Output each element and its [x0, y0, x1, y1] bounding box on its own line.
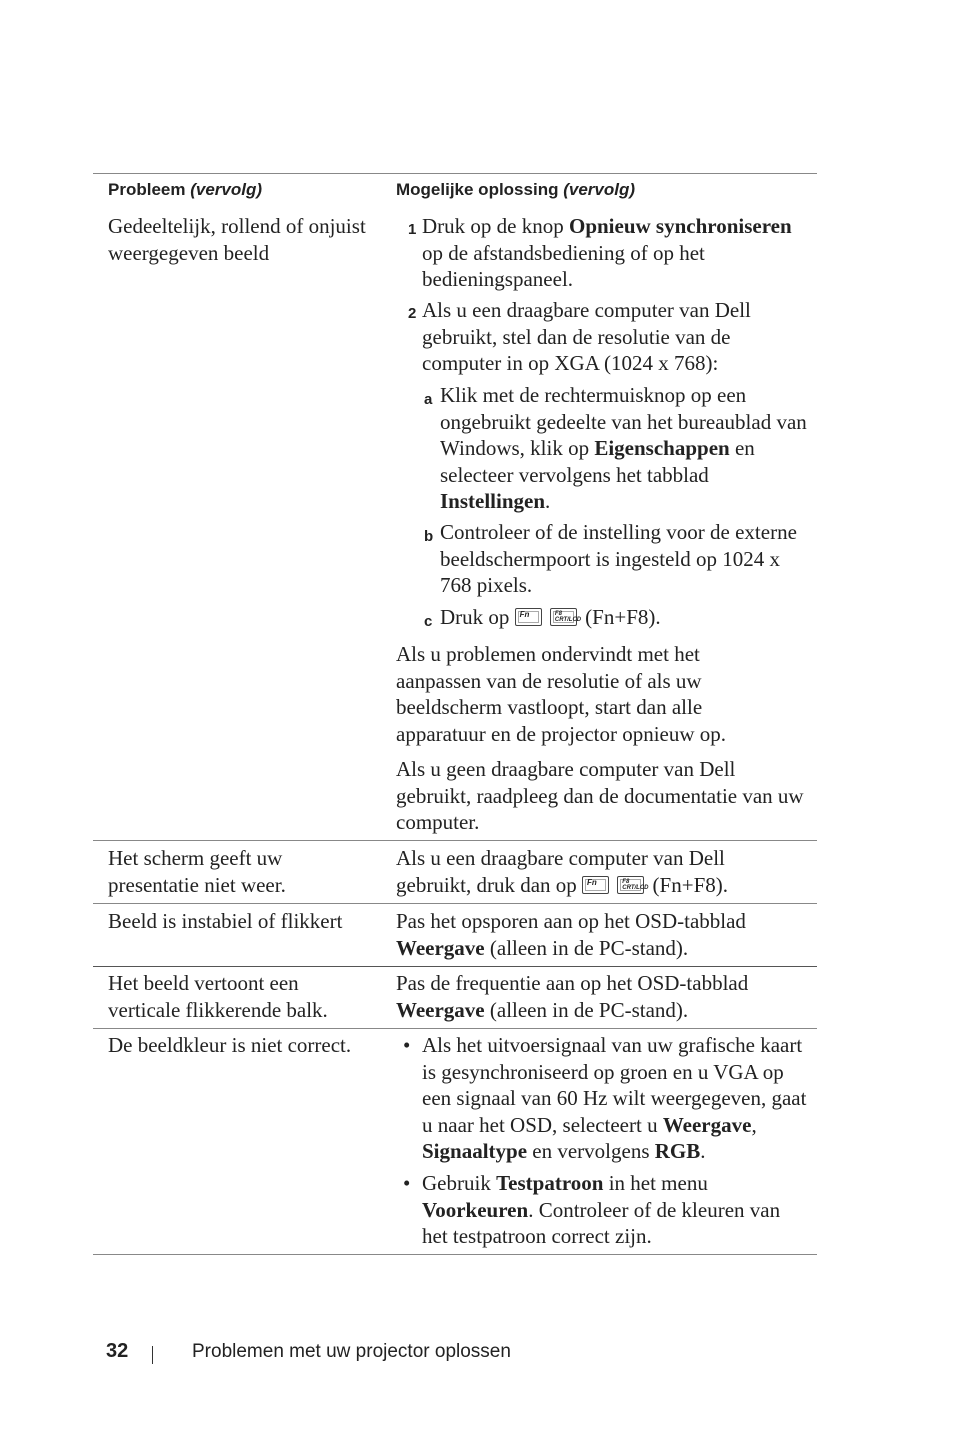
footer-separator [152, 1346, 153, 1364]
bullet-text: Gebruik Testpatroon in het menu Voorkeuren. Controleer of de kleuren van het testpatroon correct zijn. [422, 1171, 781, 1248]
table-top-rule [93, 173, 817, 174]
substep-text: Controleer of de instelling voor de externe beeldschermpoort is ingesteld op 1024 x 768 pixels. [440, 520, 797, 597]
solution-paragraph: Als u problemen ondervindt met het aanpassen van de resolutie of als uw beeldscherm vastloopt, start dan alle apparatuur en de projector opnieuw op. [396, 642, 727, 746]
fn-key-icon: Fn [582, 876, 609, 894]
problem-cell: Gedeeltelijk, rollend of onjuist weergegeven beeld [108, 214, 366, 265]
page-number: 32 [106, 1340, 129, 1362]
substep-text: Druk op Fn F8 CRT/LCD (Fn+F8). [440, 605, 661, 629]
f8-key-icon: F8 CRT/LCD [617, 876, 644, 894]
footer-title: Problemen met uw projector oplossen [192, 1341, 511, 1362]
problem-cell: Het beeld vertoont een verticale flikkerende balk. [108, 971, 328, 1022]
row-divider [93, 1028, 817, 1029]
column-header-solution: Mogelijke oplossing (vervolg) [396, 180, 635, 199]
column-header-problem: Probleem (vervolg) [108, 180, 263, 199]
solution-cell: Pas de frequentie aan op het OSD-tabblad Weergave (alleen in de PC-stand). [396, 971, 749, 1022]
substep-text: Klik met de rechtermuisknop op een ongebruikt gedeelte van het bureaublad van Windows, klik op Eigenschappen en selecteer vervolgens het tabblad Instellingen. [440, 383, 807, 513]
row-divider [93, 840, 817, 841]
step-number: 1 [408, 221, 417, 238]
solution-cell: Als u een draagbare computer van Dell gebruikt, druk dan op Fn F8 CRT/LCD (Fn+F8). [396, 846, 728, 897]
substep-letter: a [424, 391, 433, 408]
problem-cell: De beeldkleur is niet correct. [108, 1033, 352, 1057]
solution-cell: Pas het opsporen aan op het OSD-tabblad Weergave (alleen in de PC-stand). [396, 909, 746, 960]
substep-letter: b [424, 528, 434, 545]
bullet-icon: • [403, 1171, 411, 1195]
problem-cell: Het scherm geeft uw presentatie niet weer. [108, 846, 286, 897]
step-number: 2 [408, 305, 417, 322]
row-divider [93, 903, 817, 904]
problem-cell: Beeld is instabiel of flikkert [108, 909, 343, 933]
substep-letter: c [424, 613, 433, 630]
f8-key-icon: F8 CRT/LCD [550, 608, 577, 626]
step-text: Druk op de knop Opnieuw synchroniseren op de afstandsbediening of op het bedieningspaneel. [422, 214, 792, 291]
solution-paragraph: Als u geen draagbare computer van Dell gebruikt, raadpleeg dan de documentatie van uw computer. [396, 757, 804, 834]
bullet-icon: • [403, 1033, 411, 1057]
table-bottom-rule [93, 1254, 817, 1255]
step-text: Als u een draagbare computer van Dell gebruikt, stel dan de resolutie van de computer in op XGA (1024 x 768): [422, 298, 751, 375]
bullet-text: Als het uitvoersignaal van uw grafische kaart is gesynchroniseerd op groen en u VGA op een signaal van 60 Hz wilt weergegeven, gaat u naar het OSD, selecteert u Weergave, Signaaltype en vervolgens RGB. [422, 1033, 807, 1163]
row-divider [93, 966, 817, 967]
fn-key-icon: Fn [515, 608, 542, 626]
